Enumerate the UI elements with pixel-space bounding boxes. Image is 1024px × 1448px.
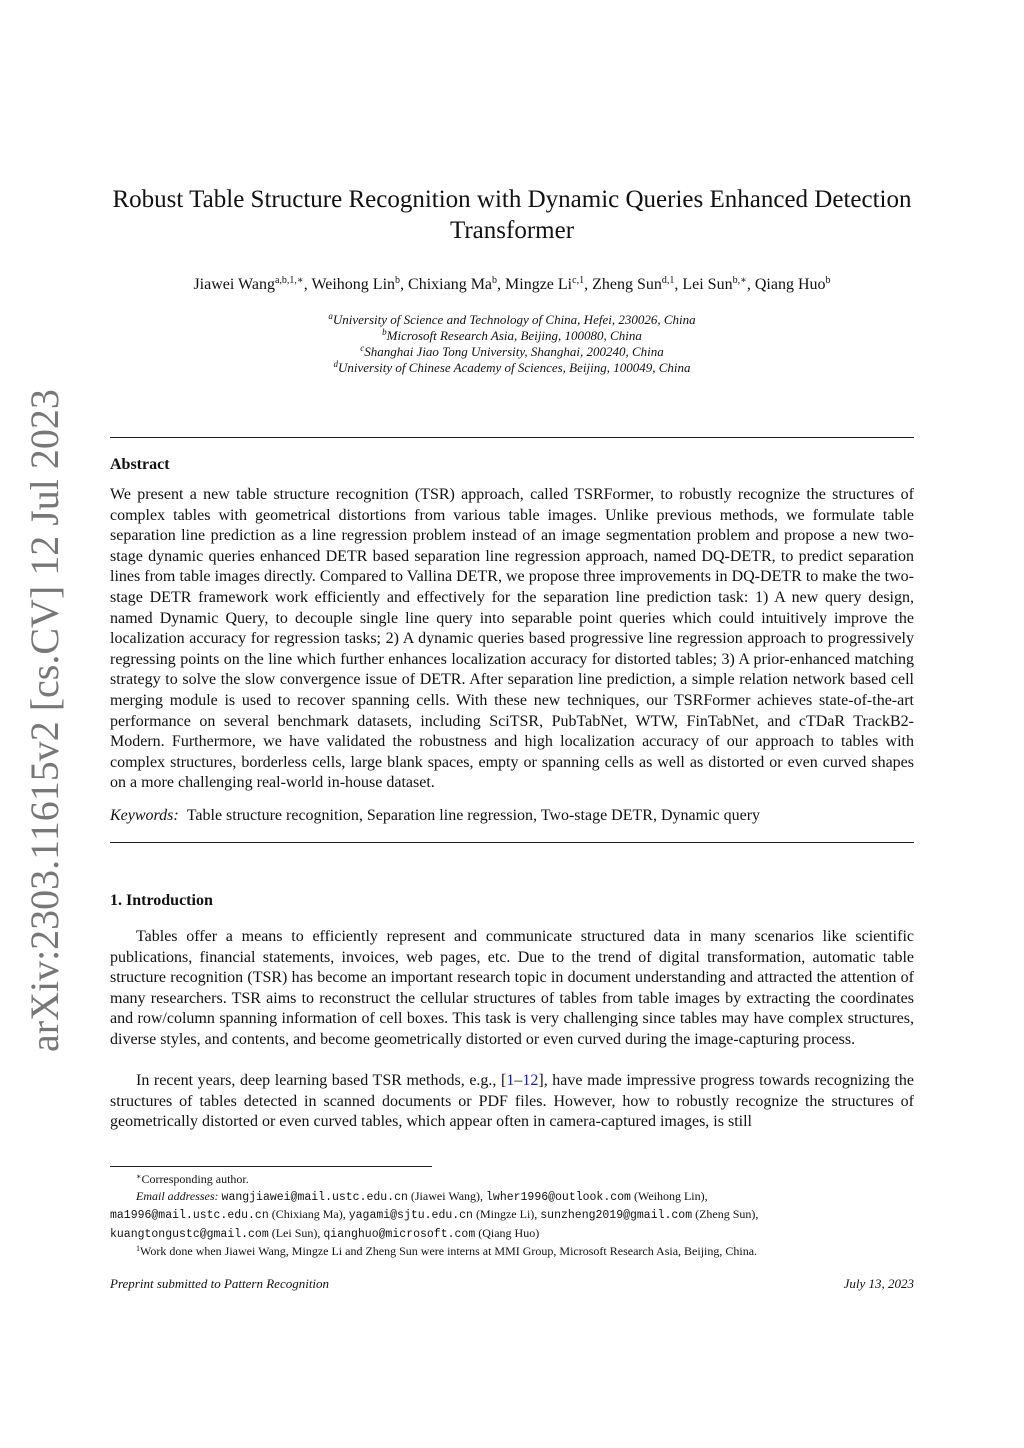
- footnote-text: Work done when Jiawei Wang, Mingze Li and Zheng Sun were interns at MMI Group, Microsoft Research Asia, Beijing, China.: [140, 1243, 758, 1258]
- abstract-text: We present a new table structure recognition (TSR) approach, called TSRFormer, to robustly recognize the structures of complex tables with geometrical distortions from various table images. Unlike previous methods, we formulate table separation line prediction as a line regression problem instead of an image segmentation problem and propose a new two-stage dynamic queries enhanced DETR based separation line regression approach, named DQ-DETR, to predict separation lines from table images directly. Compared to Vallina DETR, we propose three improvements in DQ-DETR to make the two-stage DETR framework work efficiently and effectively for the separation line prediction task: 1) A new query design, named Dynamic Query, to decouple single line query into separable point queries which could intuitively improve the localization accuracy for regression tasks; 2) A dynamic queries based progressive line regression approach to progressively regressing points on the line which further enhances localization accuracy for distorted tables; 3) A prior-enhanced matching strategy to solve the slow convergence issue of DETR. After separation line prediction, a simple relation network based cell merging module is used to recover spanning cells. With these new techniques, our TSRFormer achieves state-of-the-art performance on several benchmark datasets, including SciTSR, PubTabNet, WTW, FinTabNet, and cTDaR TrackB2-Modern. Furthermore, we have validated the robustness and high localization accuracy of our approach to tables with complex structures, borderless cells, large blank spaces, empty or spanning cells as well as distorted or even curved shapes on a more challenging real-world in-house dataset.: [110, 486, 914, 792]
- footnote-rule: [110, 1166, 432, 1167]
- author: Weihong Lin: [311, 276, 396, 293]
- affiliation-list: [110, 312, 914, 376]
- affiliation-mark: d: [333, 359, 338, 369]
- affiliation-text: University of Chinese Academy of Sciences, Beijing, 100049, China: [338, 360, 691, 375]
- email-owner: (Zheng Sun),: [692, 1207, 759, 1222]
- abstract-top-rule: [110, 437, 914, 438]
- intro-paragraph-2: [110, 1071, 914, 1133]
- footer-date: July 13, 2023: [843, 1276, 914, 1291]
- abstract-heading: Abstract: [110, 456, 170, 473]
- author: Chixiang Ma: [408, 276, 493, 293]
- author-sup: b: [825, 275, 831, 286]
- affiliation: [110, 360, 914, 376]
- email-owner: (Weihong Lin),: [630, 1189, 708, 1204]
- abstract-bottom-rule: [110, 842, 914, 843]
- author-sup: d,1: [661, 275, 675, 286]
- keywords-text: Table structure recognition, Separation line regression, Two-stage DETR, Dynamic query: [186, 807, 761, 824]
- footnote-text: Corresponding author.: [141, 1172, 249, 1186]
- author: Jiawei Wang: [193, 276, 275, 293]
- email-link[interactable]: wangjiawei@mail.ustc.edu.cn: [221, 1191, 408, 1205]
- email-owner: (Jiawei Wang),: [407, 1189, 487, 1204]
- email-owner: (Qiang Huo): [475, 1225, 540, 1240]
- intro-paragraph-2-text: ], have made impressive progress towards recognizing the structures of tables detected in scanned documents or PDF files. However, how to robustly recognize the structures of geometrically distorted or even curved tables, which appear often in camera-captured images, is still: [110, 1072, 915, 1131]
- author-list: Jiawei Wang$^{a,b,1,∗}$, Weihong Lin$^b$, Chixiang Ma$^b$, Mingze Li$^{c,1}$, Zheng Sun$^{d,1}$, Lei Sun$^{b,∗}$, Qiang Huo$^b$: [193, 275, 831, 293]
- footnote-emails-line-2: [110, 1206, 914, 1224]
- footnote-emails-line-1: [110, 1188, 914, 1206]
- footer-journal: Preprint submitted to Pattern Recognition: [110, 1276, 330, 1291]
- paper-title: Robust Table Structure Recognition with Dynamic Queries Enhanced Detection Transformer: [112, 186, 912, 244]
- author: Qiang Huo: [754, 276, 826, 293]
- affiliation-mark: b: [382, 327, 387, 337]
- affiliation: [110, 328, 914, 344]
- email-link[interactable]: lwher1996@outlook.com: [486, 1191, 631, 1205]
- author: Zheng Sun: [592, 276, 662, 293]
- citation-link-12[interactable]: 12: [522, 1072, 539, 1089]
- footnote-mark: ∗: [136, 1172, 142, 1181]
- author-sup: a,b,1,∗: [274, 275, 304, 286]
- affiliation-text: Microsoft Research Asia, Beijing, 100080, China: [386, 328, 642, 343]
- email-link[interactable]: ma1996@mail.ustc.edu.cn: [110, 1209, 269, 1223]
- citation-link-1[interactable]: 1: [506, 1072, 515, 1089]
- affiliation-text: University of Science and Technology of China, Hefei, 230026, China: [332, 312, 696, 327]
- section-heading-introduction: 1. Introduction: [110, 892, 213, 909]
- intro-paragraph-2-text: In recent years, deep learning based TSR methods, e.g., [: [136, 1072, 507, 1089]
- keywords-label: Keywords:: [110, 807, 179, 824]
- author: Lei Sun: [682, 276, 733, 293]
- email-link[interactable]: qianghuo@microsoft.com: [323, 1227, 476, 1241]
- author-sup: b: [492, 275, 498, 286]
- footnote-emails-line-3: [110, 1225, 914, 1243]
- intro-paragraph-1: Tables offer a means to efficiently represent and communicate structured data in many scenarios like scientific publications, financial statements, invoices, web pages, etc. Due to the trend of digital transformation, automatic table structure recognition (TSR) has become an important research topic in document understanding and attracted the attention of many researchers. TSR aims to reconstruct the cellular structures of tables from table images by extracting the coordinates and row/column spanning information of cell boxes. This task is very challenging since tables may have complex structures, diverse styles, and contents, and become geometrically distorted or even curved during the image-capturing process.: [110, 928, 914, 1048]
- email-owner: (Lei Sun),: [268, 1225, 324, 1240]
- footnotes: [110, 1171, 914, 1260]
- citation-dash: –: [514, 1072, 523, 1089]
- affiliation: [110, 312, 914, 328]
- email-owner: (Mingze Li),: [472, 1207, 541, 1222]
- email-owner: (Chixiang Ma),: [268, 1207, 349, 1222]
- author-sup: b: [395, 275, 401, 286]
- footnote-corresponding: [110, 1171, 914, 1188]
- footnote-mark: 1: [136, 1243, 140, 1253]
- affiliation-mark: a: [328, 311, 333, 321]
- email-label: Email addresses:: [136, 1189, 219, 1204]
- footnote-interns: [110, 1243, 914, 1260]
- email-link[interactable]: sunzheng2019@gmail.com: [540, 1209, 693, 1223]
- keywords: [110, 806, 914, 827]
- email-link[interactable]: yagami@sjtu.edu.cn: [348, 1209, 473, 1223]
- affiliation: [110, 344, 914, 360]
- author: Mingze Li: [505, 276, 573, 293]
- arxiv-side-stamp: arXiv:2303.11615v2 [cs.CV] 12 Jul 2023: [22, 389, 67, 1052]
- affiliation-text: Shanghai Jiao Tong University, Shanghai, 200240, China: [364, 344, 664, 359]
- affiliation-mark: c: [360, 343, 365, 353]
- author-sup: c,1: [572, 275, 585, 286]
- email-link[interactable]: kuangtongustc@gmail.com: [110, 1227, 269, 1241]
- author-sup: b,∗: [732, 275, 747, 286]
